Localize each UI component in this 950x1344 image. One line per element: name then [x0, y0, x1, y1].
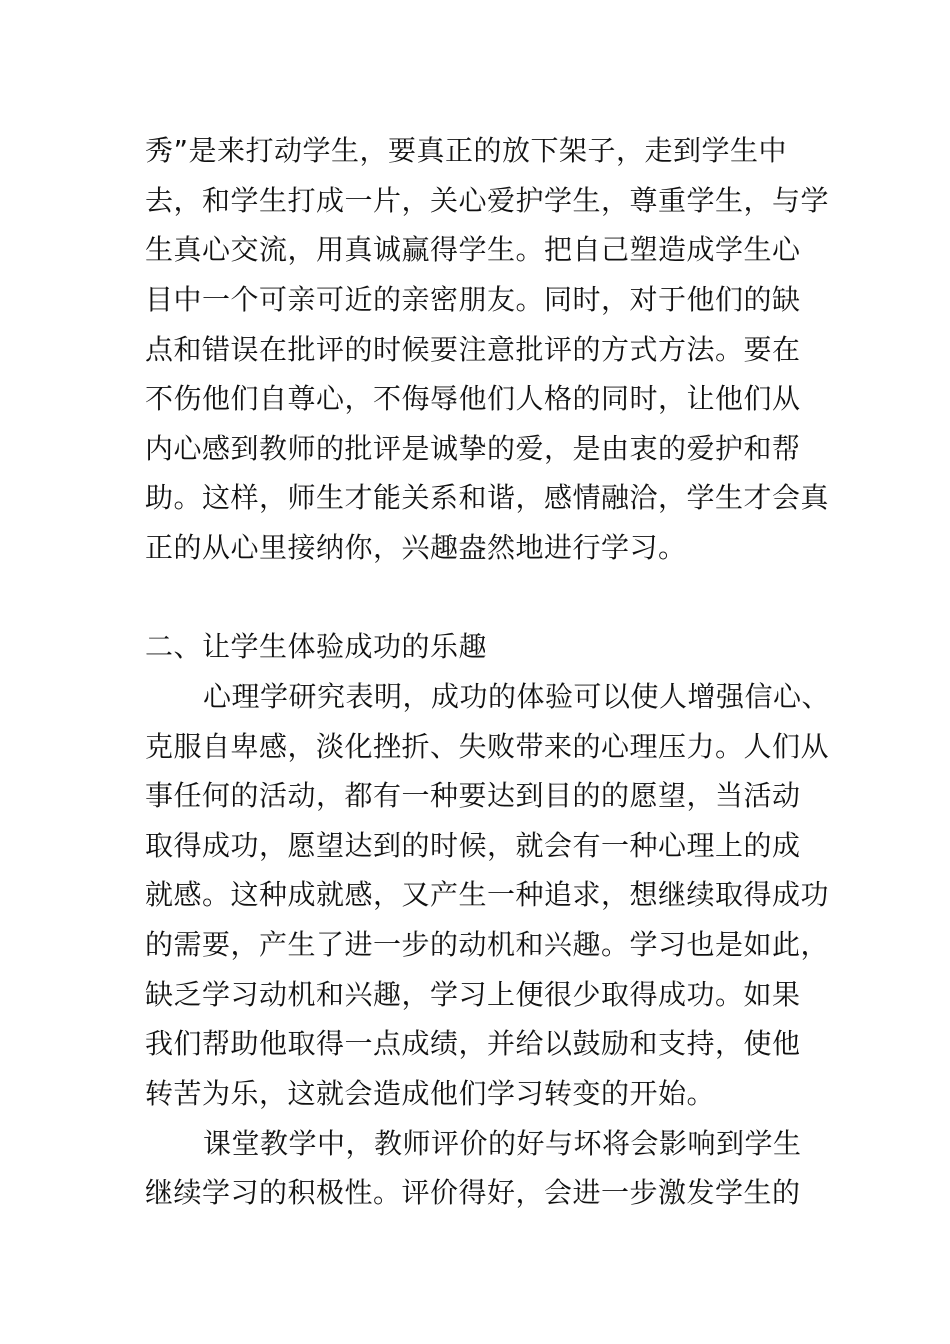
text-line: 点和错误在批评的时候要注意批评的方式方法。要在	[145, 333, 801, 366]
text-line: 的需要，产生了进一步的动机和兴趣。学习也是如此，	[145, 928, 830, 961]
text-line: 秀”是来打动学生，要真正的放下架子，走到学生中	[145, 134, 788, 167]
text-line: 事任何的活动，都有一种要达到目的的愿望，当活动	[145, 779, 801, 812]
text-line: 目中一个可亲可近的亲密朋友。同时，对于他们的缺	[145, 283, 801, 316]
text-line: 取得成功，愿望达到的时候，就会有一种心理上的成	[145, 829, 801, 862]
text-line: 去，和学生打成一片，关心爱护学生，尊重学生，与学	[145, 184, 830, 217]
text-line: 不伤他们自尊心，不侮辱他们人格的同时，让他们从	[145, 382, 801, 415]
text-line: 我们帮助他取得一点成绩，并给以鼓励和支持，使他	[145, 1027, 801, 1060]
paragraph-first-line: 心理学研究表明，成功的体验可以使人增强信心、	[203, 680, 831, 713]
text-line: 缺乏学习动机和兴趣，学习上便很少取得成功。如果	[145, 978, 801, 1011]
text-line: 内心感到教师的批评是诚挚的爱，是由衷的爱护和帮	[145, 432, 801, 465]
text-line: 就感。这种成就感，又产生一种追求，想继续取得成功	[145, 878, 830, 911]
text-line: 助。这样，师生才能关系和谐，感情融洽，学生才会真	[145, 481, 830, 514]
text-line: 正的从心里接纳你，兴趣盎然地进行学习。	[145, 531, 687, 564]
text-line: 生真心交流，用真诚赢得学生。把自己塑造成学生心	[145, 233, 801, 266]
text-line: 继续学习的积极性。评价得好，会进一步激发学生的	[145, 1176, 801, 1209]
paragraph-first-line: 课堂教学中，教师评价的好与坏将会影响到学生	[203, 1127, 802, 1160]
text-line: 转苦为乐，这就会造成他们学习转变的开始。	[145, 1077, 716, 1110]
text-line: 克服自卑感，淡化挫折、失败带来的心理压力。人们从	[145, 730, 830, 763]
section-heading: 二、让学生体验成功的乐趣	[145, 630, 488, 663]
